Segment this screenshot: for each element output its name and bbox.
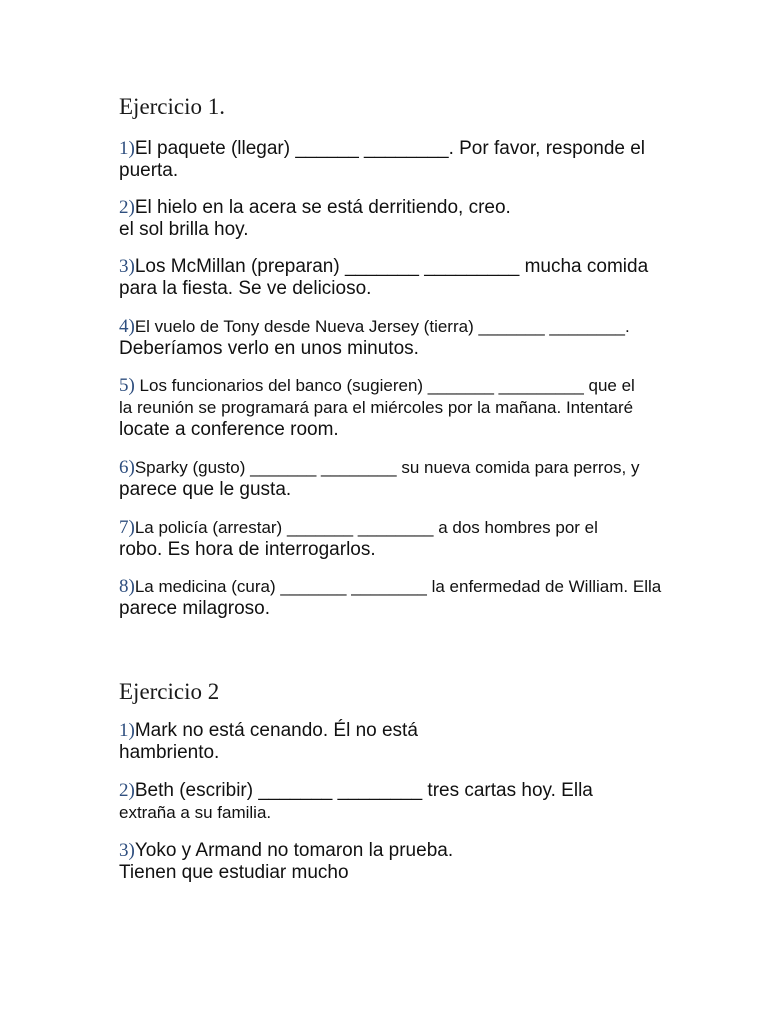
item-text: Beth (escribir) _______ ________ tres cartas hoy. Ella <box>134 780 593 801</box>
item-number: 3) <box>119 840 135 861</box>
item-text: puerta. <box>119 160 179 181</box>
item-text: locate a conference room. <box>119 419 339 440</box>
exercise-2-item-3 <box>119 840 453 884</box>
item-text: La medicina (cura) _______ ________ la enfermedad de William. Ella <box>134 577 662 596</box>
exercise-1-title: Ejercicio 1. <box>119 94 226 119</box>
item-number: 7) <box>119 517 135 538</box>
item-text: Deberíamos verlo en unos minutos. <box>119 338 419 359</box>
item-number: 8) <box>119 576 135 597</box>
item-number: 1) <box>119 138 135 159</box>
exercise-1-item-8 <box>119 576 661 620</box>
item-text: Yoko y Armand no tomaron la prueba. <box>134 840 454 861</box>
item-text: El vuelo de Tony desde Nueva Jersey (tierra) _______ ________. <box>134 317 630 336</box>
exercise-1-item-6 <box>119 457 639 501</box>
item-text: parece milagroso. <box>119 598 271 619</box>
item-number: 6) <box>119 457 135 478</box>
item-text: El hielo en la acera se está derritiendo, creo. <box>134 197 511 218</box>
item-number: 1) <box>119 720 135 741</box>
exercise-2-title: Ejercicio 2 <box>119 679 220 704</box>
item-number: 4) <box>119 316 135 337</box>
item-text: extraña a su familia. <box>119 803 272 822</box>
exercise-1-item-2 <box>119 197 511 241</box>
item-number: 2) <box>119 197 135 218</box>
exercise-1-item-7 <box>119 517 598 561</box>
item-text: Los funcionarios del banco (sugieren) _______ _________ que el <box>134 376 635 395</box>
item-text: parece que le gusta. <box>119 479 292 500</box>
exercise-1-item-4 <box>119 316 630 360</box>
item-text: Sparky (gusto) _______ ________ su nueva comida para perros, y <box>134 458 640 477</box>
item-text: Los McMillan (preparan) _______ _________ mucha comida <box>134 256 649 277</box>
item-text: robo. Es hora de interrogarlos. <box>119 539 376 560</box>
exercise-1-item-1 <box>119 138 645 182</box>
item-text: el sol brilla hoy. <box>119 219 249 240</box>
item-text: para la fiesta. Se ve delicioso. <box>119 278 372 299</box>
item-text: El paquete (llegar) ______ ________. Por favor, responde el <box>134 138 646 159</box>
item-number: 3) <box>119 256 135 277</box>
item-text: La policía (arrestar) _______ ________ a dos hombres por el <box>134 518 598 537</box>
item-text: Tienen que estudiar mucho <box>119 862 349 883</box>
exercise-1-item-5 <box>119 375 635 441</box>
exercise-1-item-3 <box>119 256 648 300</box>
item-number: 5) <box>119 375 135 396</box>
item-text: Mark no está cenando. Él no está <box>134 720 418 741</box>
item-number: 2) <box>119 780 135 801</box>
item-text: la reunión se programará para el miércoles por la mañana. Intentaré <box>119 398 634 417</box>
exercise-2-item-2 <box>119 780 593 824</box>
item-text: hambriento. <box>119 742 220 763</box>
exercise-2-item-1 <box>119 720 418 764</box>
